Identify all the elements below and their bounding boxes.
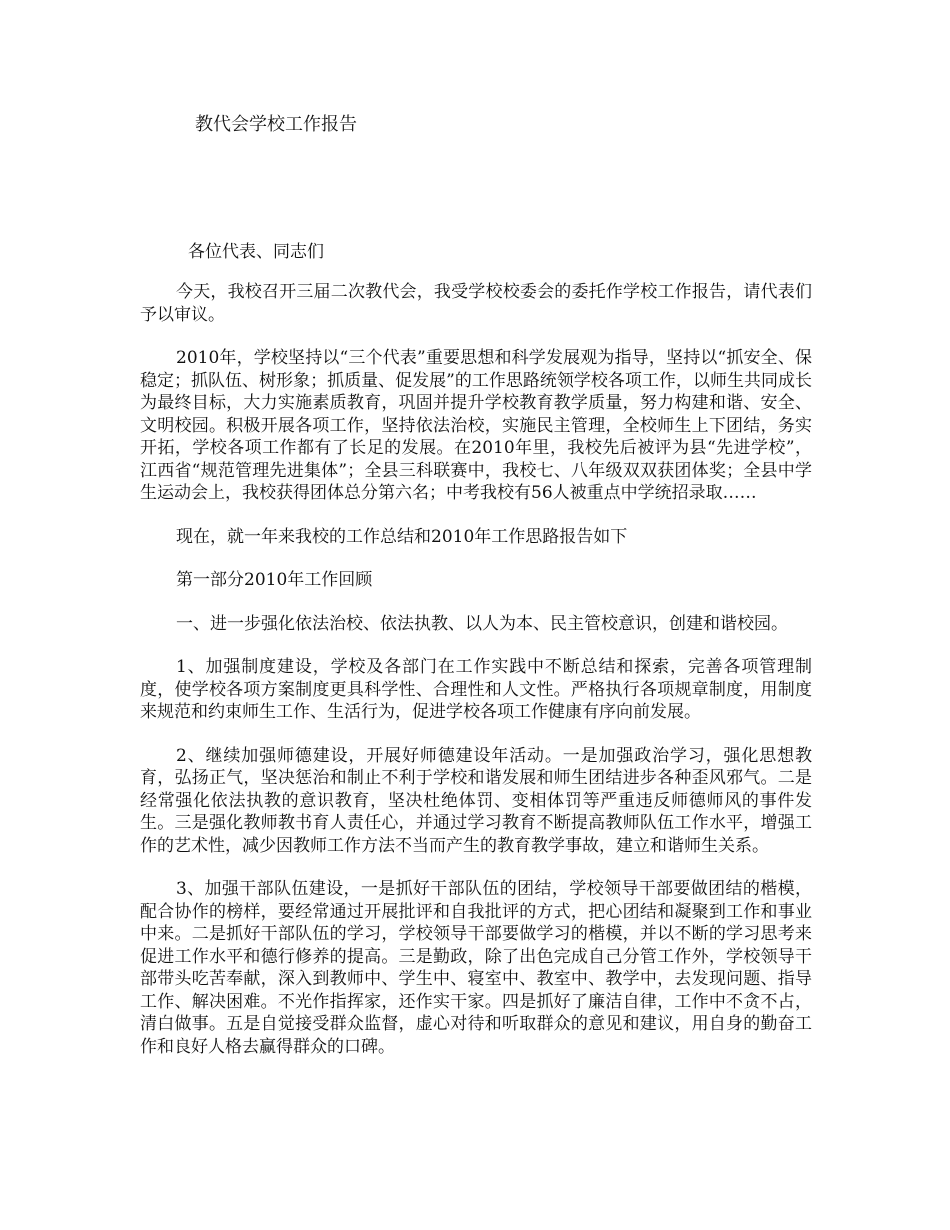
paragraph-opening: 今天，我校召开三届二次教代会，我受学校校委会的委托作学校工作报告，请代表们予以审议。 bbox=[140, 282, 812, 325]
paragraph-report-intro: 现在，就一年来我校的工作总结和2010年工作思路报告如下 bbox=[176, 526, 628, 547]
salutation: 各位代表、同志们 bbox=[188, 242, 324, 262]
paragraph-item-1: 1、加强制度建设，学校及各部门在工作实践中不断总结和探索，完善各项管理制度，使学校各项方案制度更具科学性、合理性和人文性。严格执行各项规章制度，用制度来规范和约束师生工作、生活行为，促进学校各项工作健康有序向前发展。 bbox=[140, 657, 812, 722]
paragraph-2010-summary: 2010年，学校坚持以“三个代表”重要思想和科学发展观为指导，坚持以“抓安全、保稳定；抓队伍、树形象；抓质量、促发展”的工作思路统领学校各项工作，以师生共同成长为最终目标，大力实施素质教育，巩固并提升学校教育教学质量，努力构建和谐、安全、文明校园。积极开展各项工作，坚持依法治校，实施民主管理，全校师生上下团结，务实开拓，学校各项工作都有了长足的发展。在2010年里，我校先后被评为县“先进学校”，江西省“规范管理先进集体”；全县三科联赛中，我校七、八年级双双获团体奖；全县中学生运动会上，我校获得团体总分第六名；中考我校有56人被重点中学统招录取…… bbox=[140, 348, 812, 503]
paragraph-item-2: 2、继续加强师德建设，开展好师德建设年活动。一是加强政治学习，强化思想教育，弘扬正气，坚决惩治和制止不利于学校和谐发展和师生团结进步各种歪风邪气。二是经常强化依法执教的意识教育，坚决杜绝体罚、变相体罚等严重违反师德师风的事件发生。三是强化教师教书育人责任心，并通过学习教育不断提高教师队伍工作水平，增强工作的艺术性，减少因教师工作方法不当而产生的教育教学事故，建立和谐师生关系。 bbox=[140, 745, 812, 856]
section-heading-item-one: 一、进一步强化依法治校、依法执教、以人为本、民主管校意识，创建和谐校园。 bbox=[176, 613, 788, 634]
report-body bbox=[140, 281, 812, 1079]
paragraph-item-3: 3、加强干部队伍建设，一是抓好干部队伍的团结，学校领导干部要做团结的楷模，配合协作的榜样，要经常通过开展批评和自我批评的方式，把心团结和凝聚到工作和事业中来。二是抓好干部队伍的学习，学校领导干部要做学习的楷模，并以不断的学习思考来促进工作水平和德行修养的提高。三是勤政，除了出色完成自己分管工作外，学校领导干部带头吃苦奉献，深入到教师中、学生中、寝室中、教室中、教学中，去发现问题、指导工作、解决困难。不光作指挥家，还作实干家。四是抓好了廉洁自律，工作中不贪不占，清白做事。五是自觉接受群众监督，虚心对待和听取群众的意见和建议，用自身的勤奋工作和良好人格去赢得群众的口碑。 bbox=[140, 879, 812, 1057]
document-title: 教代会学校工作报告 bbox=[195, 114, 357, 135]
section-heading-part-one: 第一部分2010年工作回顾 bbox=[176, 570, 373, 590]
